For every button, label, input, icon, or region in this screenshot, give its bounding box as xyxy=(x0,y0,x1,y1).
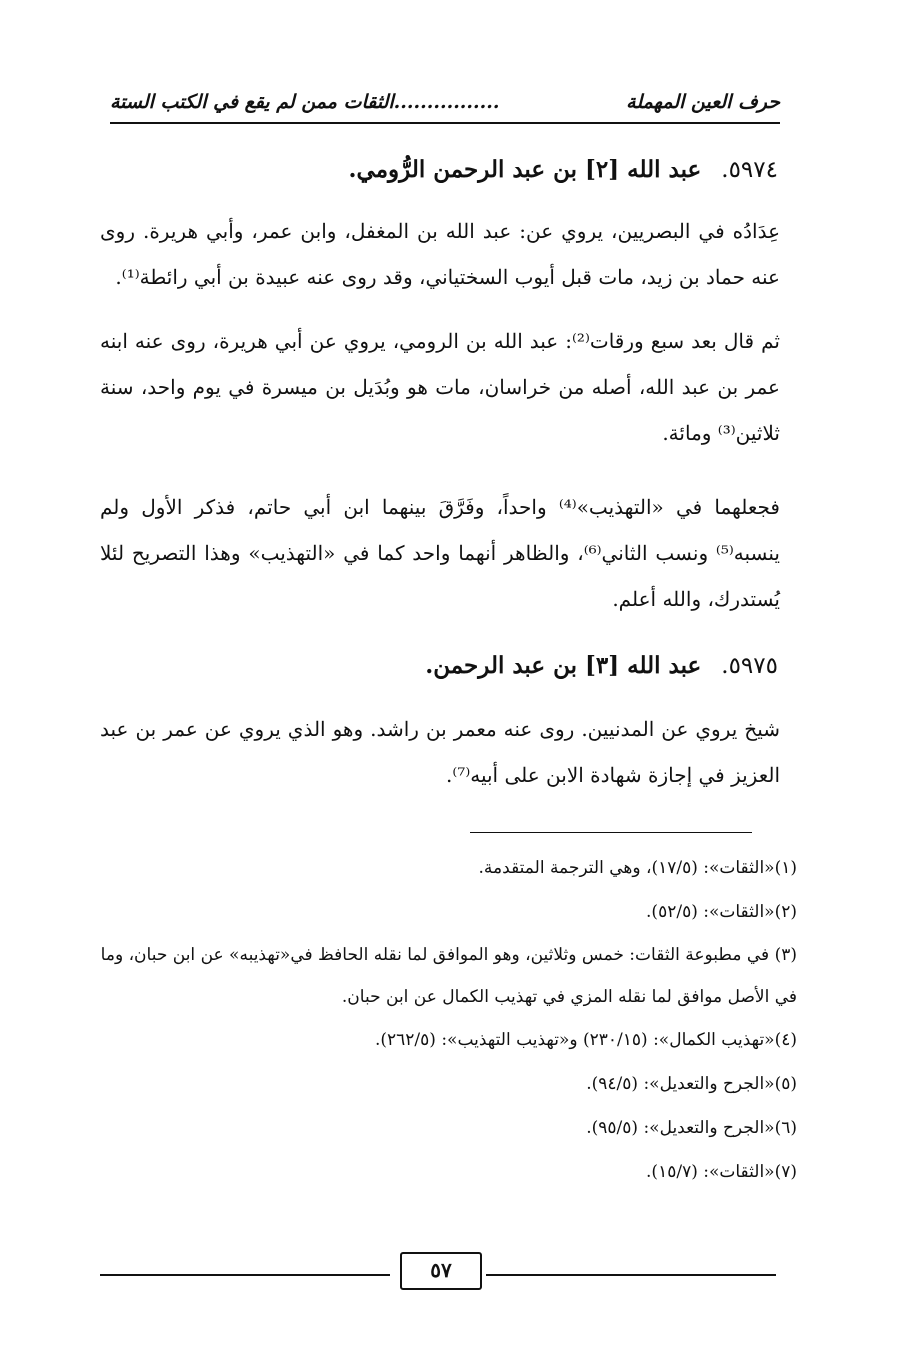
entry-5974-paragraph-3 xyxy=(100,484,780,622)
footnote-1: (١)«الثقات»: (١٧/٥)، وهي الترجمة المتقدمة. xyxy=(478,858,797,878)
page-footer xyxy=(100,1246,776,1296)
footnote-3: (٣) في مطبوعة الثقات: خمس وثلاثين، وهو الموافق لما نقله الحافظ في«تهذيبه» عن ابن حبان، وما في الأصل موافق لما نقله المزي في تهذيب الكمال عن ابن حبان. xyxy=(100,945,797,1007)
footnote-4: (٤)«تهذيب الكمال»: (٢٣٠/١٥) و«تهذيب التهذيب»: (٢٦٢/٥). xyxy=(374,1030,797,1050)
footnote-2: (٢)«الثقات»: (٥٢/٥). xyxy=(646,902,797,922)
footnote-5: (٥)«الجرح والتعديل»: (٩٤/٥). xyxy=(586,1074,797,1094)
paragraph-text: فجعلهما في «التهذيب»⁽⁴⁾ واحداً، وفَرَّقَ بينهما ابن أبي حاتم، فذكر الأول ولم ينسبه⁽⁵⁾ ونسب الثاني⁽⁶⁾، والظاهر أنهما واحد كما في «التهذيب» وهذا التصريح لئلا يُستدرك، والله أعلم. xyxy=(100,495,780,611)
footnote-6: (٦)«الجرح والتعديل»: (٩٥/٥). xyxy=(586,1118,797,1138)
running-head-book-title: ................الثقات ممن لم يقع في الكتب الستة xyxy=(110,91,500,113)
footer-rule-right xyxy=(486,1274,776,1276)
page-number: ٥٧ xyxy=(400,1252,482,1290)
running-head-chapter: حرف العين المهملة xyxy=(626,91,780,113)
entry-5974-paragraph-2 xyxy=(100,318,780,456)
footer-rule-left xyxy=(100,1274,390,1276)
footnote-separator xyxy=(470,832,752,833)
entry-number: ٥٩٧٤. xyxy=(721,157,778,183)
running-head xyxy=(110,82,780,124)
entry-title: عبد الله [٣] بن عبد الرحمن. xyxy=(425,652,702,679)
entry-5974-paragraph-1 xyxy=(100,208,780,300)
entry-5975-paragraph-1 xyxy=(100,706,780,798)
entry-title: عبد الله [٢] بن عبد الرحمن الرُّومي. xyxy=(348,156,702,183)
footnotes xyxy=(100,846,797,1194)
paragraph-text: عِدَادُه في البصريين، يروي عن: عبد الله بن المغفل، وابن عمر، وأبي هريرة. روى عنه حماد بن زيد، مات قبل أيوب السختياني، وقد روى عنه عبيدة بن أبي رائطة⁽¹⁾. xyxy=(100,219,780,289)
entry-number: ٥٩٧٥. xyxy=(721,653,778,679)
paragraph-text: شيخ يروي عن المدنيين. روى عنه معمر بن راشد. وهو الذي يروي عن عمر بن عبد العزيز في إجازة شهادة الابن على أبيه⁽⁷⁾. xyxy=(100,717,780,787)
footnote-7: (٧)«الثقات»: (١٥/٧). xyxy=(646,1162,797,1182)
entry-heading-5974 xyxy=(110,150,778,190)
entry-heading-5975 xyxy=(110,646,778,686)
paragraph-text: ثم قال بعد سبع ورقات⁽²⁾: عبد الله بن الرومي، يروي عن أبي هريرة، روى عنه ابنه عمر بن عبد الله، أصله من خراسان، مات هو وبُدَيل بن ميسرة في يوم واحد، سنة ثلاثين⁽³⁾ ومائة. xyxy=(100,329,780,445)
